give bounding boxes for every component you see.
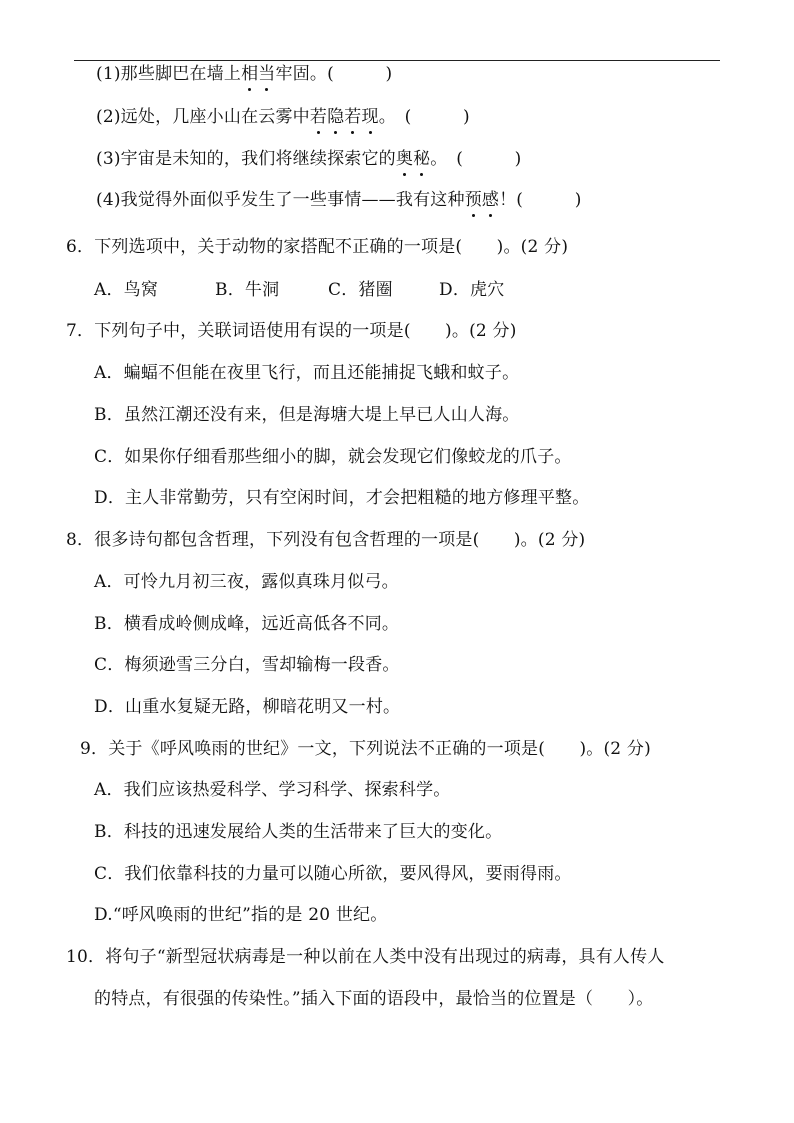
q5-subitem-answer-blank[interactable]: 牢固。( )	[275, 64, 393, 84]
question-10-stem-line-2: 的特点，有很强的传染性。”插入下面的语段中，最恰当的位置是（ ）。	[94, 989, 654, 1009]
q7-option-d[interactable]: D．主人非常勤劳，只有空闲时间，才会把粗糙的地方修理平整。	[94, 488, 590, 508]
q8-option-c[interactable]: C．梅须逊雪三分白，雪却输梅一段香。	[94, 655, 400, 675]
q5-subitem-3	[96, 148, 521, 170]
emphasis-dotted-char: 奥	[395, 149, 414, 169]
q8-option-d[interactable]: D．山重水复疑无路，柳暗花明又一村。	[94, 697, 401, 717]
q5-subitem-1	[96, 63, 392, 85]
q5-subitem-text: (4)我觉得外面似乎发生了一些事情——我有这种	[96, 190, 465, 210]
q9-option-c[interactable]: C．我们依靠科技的力量可以随心所欲，要风得风，要雨得雨。	[94, 864, 572, 884]
q7-option-a[interactable]: A．蝙蝠不但能在夜里飞行，而且还能捕捉飞蛾和蚊子。	[94, 363, 520, 383]
q9-option-a[interactable]: A．我们应该热爱科学、学习科学、探索科学。	[94, 780, 451, 800]
q6-option-b[interactable]: B．牛洞	[215, 280, 280, 300]
q5-subitem-text: (3)宇宙是未知的，我们将继续探索它的	[96, 149, 396, 169]
q5-subitem-answer-blank[interactable]: 。 ( )	[378, 107, 470, 127]
q6-option-a[interactable]: A．鸟窝	[94, 280, 159, 300]
q7-option-c[interactable]: C．如果你仔细看那些细小的脚，就会发现它们像蛟龙的爪子。	[94, 447, 572, 467]
q5-subitem-answer-blank[interactable]: 。 ( )	[430, 149, 522, 169]
q5-subitem-text: (2)远处，几座小山在云雾中	[96, 107, 310, 127]
question-8-stem: 8．很多诗句都包含哲理，下列没有包含哲理的一项是( )。(2 分)	[66, 530, 586, 550]
emphasis-dotted-char: 预	[464, 190, 482, 210]
emphasis-dotted-char: 感	[481, 190, 500, 210]
emphasis-dotted-char: 若	[344, 107, 362, 127]
emphasis-dotted-char: 隐	[327, 107, 345, 127]
emphasis-dotted-char: 秘	[413, 149, 431, 169]
question-6-stem: 6．下列选项中，关于动物的家搭配不正确的一项是( )。(2 分)	[66, 237, 569, 257]
emphasis-dotted-char: 现	[361, 107, 379, 127]
question-6-options	[94, 279, 504, 301]
question-7-stem: 7．下列句子中，关联词语使用有误的一项是( )。(2 分)	[66, 321, 517, 341]
top-divider	[74, 60, 720, 61]
q9-option-d[interactable]: D.“呼风唤雨的世纪”指的是 20 世纪。	[94, 905, 388, 925]
q5-subitem-4	[96, 189, 582, 211]
emphasis-dotted-char: 当	[258, 64, 276, 84]
emphasis-dotted-char: 相	[241, 64, 259, 84]
q6-option-d[interactable]: D．虎穴	[439, 280, 505, 300]
q9-option-b[interactable]: B．科技的迅速发展给人类的生活带来了巨大的变化。	[94, 822, 503, 842]
q8-option-b[interactable]: B．横看成岭侧成峰，远近高低各不同。	[94, 614, 400, 634]
question-10-stem-line-1: 10．将句子“新型冠状病毒是一种以前在人类中没有出现过的病毒，具有人传人	[66, 947, 665, 967]
q5-subitem-2	[96, 106, 470, 128]
q7-option-b[interactable]: B．虽然江潮还没有来，但是海塘大堤上早已人山人海。	[94, 405, 520, 425]
q8-option-a[interactable]: A．可怜九月初三夜，露似真珠月似弓。	[94, 572, 399, 592]
q6-option-c[interactable]: C．猪圈	[328, 280, 393, 300]
q5-subitem-answer-blank[interactable]: ！( )	[499, 190, 582, 210]
q5-subitem-text: (1)那些脚巴在墙上	[96, 64, 242, 84]
question-9-stem: 9．关于《呼风唤雨的世纪》一文，下列说法不正确的一项是( )。(2 分)	[80, 739, 651, 759]
emphasis-dotted-char: 若	[309, 107, 328, 127]
